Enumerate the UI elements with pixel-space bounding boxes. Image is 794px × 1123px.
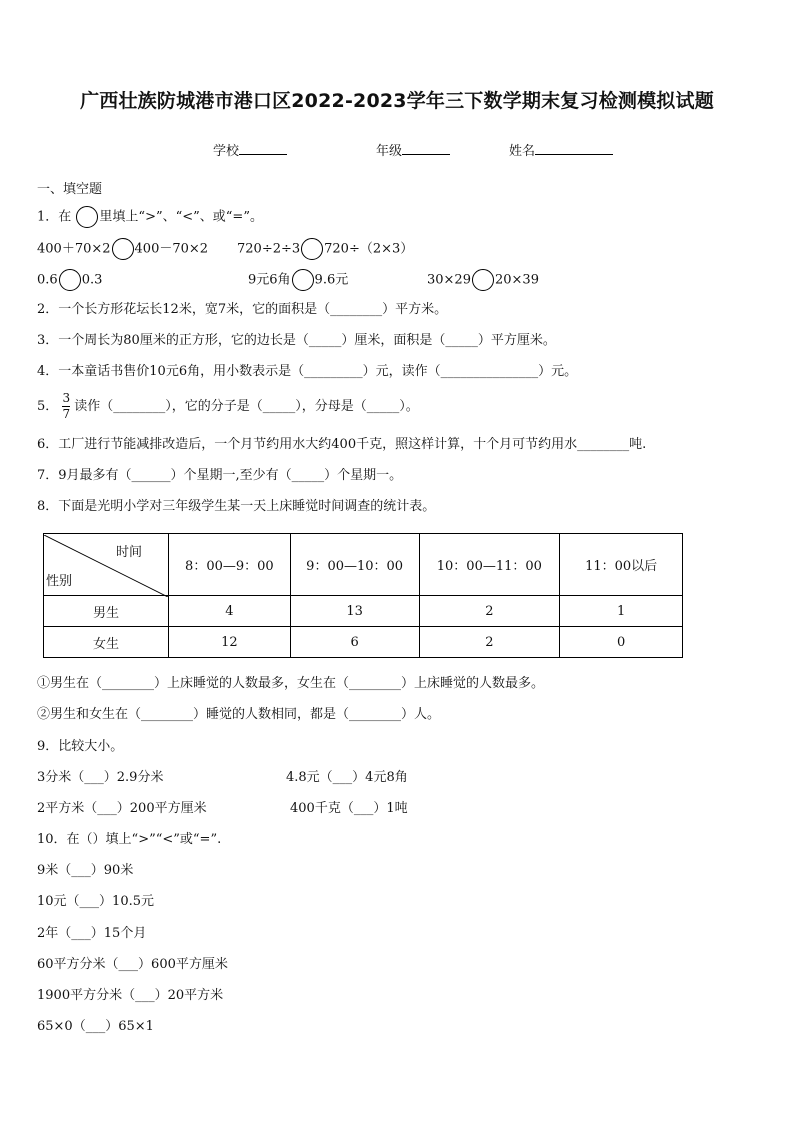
q1-item-a	[37, 238, 208, 260]
table-cell: 2	[419, 627, 560, 658]
grade-field	[376, 140, 450, 159]
q1-d-right: 9.6元	[314, 272, 349, 288]
table-header-cell: 10：00—11：00	[419, 534, 560, 596]
q10-item: 9米（___）90米	[37, 863, 134, 878]
q1-c-left: 0.6	[37, 272, 58, 288]
corner-label-time: 时间	[115, 544, 142, 560]
q5-text: 读作（________），它的分子是（_____），分母是（_____）。	[74, 399, 419, 414]
table-header-cell: 11：00以后	[560, 534, 683, 596]
table-header-cell: 9：00—10：00	[290, 534, 419, 596]
grade-blank[interactable]	[402, 142, 450, 155]
survey-table	[43, 533, 683, 658]
section-heading: 一、填空题	[37, 182, 103, 197]
q5-number: 5．	[37, 399, 59, 414]
name-field	[509, 140, 613, 159]
q9-item: 3分米（___）2.9分米	[37, 770, 164, 785]
q9-item: 400千克（___）1吨	[290, 801, 408, 816]
question-7: 7．9月最多有（______）个星期一,至少有（_____）个星期一。	[37, 468, 403, 483]
compare-circle[interactable]	[76, 206, 98, 228]
denominator: 7	[62, 407, 71, 421]
q1-d-left: 9元6角	[248, 272, 291, 288]
question-9: 9．比较大小。	[37, 739, 124, 754]
row-label: 女生	[44, 627, 169, 658]
table-header-row	[44, 534, 683, 596]
q1-item-e	[427, 269, 539, 291]
table-row	[44, 627, 683, 658]
question-5	[37, 392, 419, 421]
table-cell: 13	[290, 596, 419, 627]
table-corner-cell	[44, 534, 169, 596]
compare-circle[interactable]	[472, 269, 494, 291]
question-3: 3．一个周长为80厘米的正方形，它的边长是（_____）厘米，面积是（_____）平方厘米。	[37, 333, 556, 348]
q1-a-left: 400＋70×2	[37, 241, 111, 257]
q1-b-right: 720÷（2×3）	[324, 241, 414, 257]
compare-circle[interactable]	[59, 269, 81, 291]
question-4: 4．一本童话书售价10元6角，用小数表示是（_________）元，读作（_______________）元。	[37, 364, 578, 379]
q1-b-left: 720÷2÷3	[237, 241, 301, 257]
q1-item-c	[37, 269, 102, 291]
question-8-part-1: ①男生在（________）上床睡觉的人数最多，女生在（________）上床睡觉的人数最多。	[37, 676, 545, 691]
q1-stem: 1．在	[37, 209, 72, 225]
compare-circle[interactable]	[292, 269, 314, 291]
grade-label: 年级	[376, 144, 403, 159]
row-label: 男生	[44, 596, 169, 627]
fraction	[62, 392, 70, 421]
question-1	[37, 206, 263, 228]
name-label: 姓名	[509, 144, 536, 159]
table-cell: 2	[419, 596, 560, 627]
table-row	[44, 596, 683, 627]
table-cell: 4	[169, 596, 291, 627]
q1-c-right: 0.3	[81, 272, 103, 288]
q1-e-right: 20×39	[494, 272, 539, 288]
q1-e-left: 30×29	[427, 272, 471, 288]
q10-item: 10元（___）10.5元	[37, 894, 154, 909]
q1-item-b	[237, 238, 413, 260]
q10-item: 60平方分米（___）600平方厘米	[37, 957, 228, 972]
q10-item: 65×0（___）65×1	[37, 1019, 154, 1034]
question-6: 6．工厂进行节能减排改造后，一个月节约用水大约400千克，照这样计算，十个月可节约用水________吨.	[37, 437, 647, 452]
question-10: 10．在（）填上“>”“<”或“=”.	[37, 832, 222, 847]
q10-item: 1900平方分米（___）20平方米	[37, 988, 224, 1003]
page-title: 广西壮族防城港市港口区2022-2023学年三下数学期末复习检测模拟试题	[80, 90, 714, 112]
question-8: 8．下面是光明小学对三年级学生某一天上床睡觉时间调查的统计表。	[37, 499, 436, 514]
school-blank[interactable]	[239, 142, 287, 155]
numerator: 3	[62, 391, 71, 405]
table-cell: 6	[290, 627, 419, 658]
compare-circle[interactable]	[112, 238, 134, 260]
school-label: 学校	[213, 144, 240, 159]
q9-item: 2平方米（___）200平方厘米	[37, 801, 207, 816]
corner-label-gender: 性别	[46, 573, 73, 589]
q1-item-d	[248, 269, 348, 291]
table-cell: 1	[560, 596, 683, 627]
question-8-part-2: ②男生和女生在（________）睡觉的人数相同，都是（________）人。	[37, 707, 441, 722]
table-cell: 12	[169, 627, 291, 658]
q1-stem-2: 里填上“>”、“<”、或“=”。	[99, 209, 263, 225]
table-header-cell: 8：00—9：00	[169, 534, 291, 596]
name-blank[interactable]	[535, 142, 613, 155]
question-2: 2．一个长方形花坛长12米，宽7米，它的面积是（________）平方米。	[37, 302, 448, 317]
q1-a-right: 400－70×2	[134, 241, 209, 257]
q10-item: 2年（___）15个月	[37, 926, 147, 941]
table-cell: 0	[560, 627, 683, 658]
q9-item: 4.8元（___）4元8角	[286, 770, 408, 785]
school-field	[213, 140, 287, 159]
compare-circle[interactable]	[301, 238, 323, 260]
